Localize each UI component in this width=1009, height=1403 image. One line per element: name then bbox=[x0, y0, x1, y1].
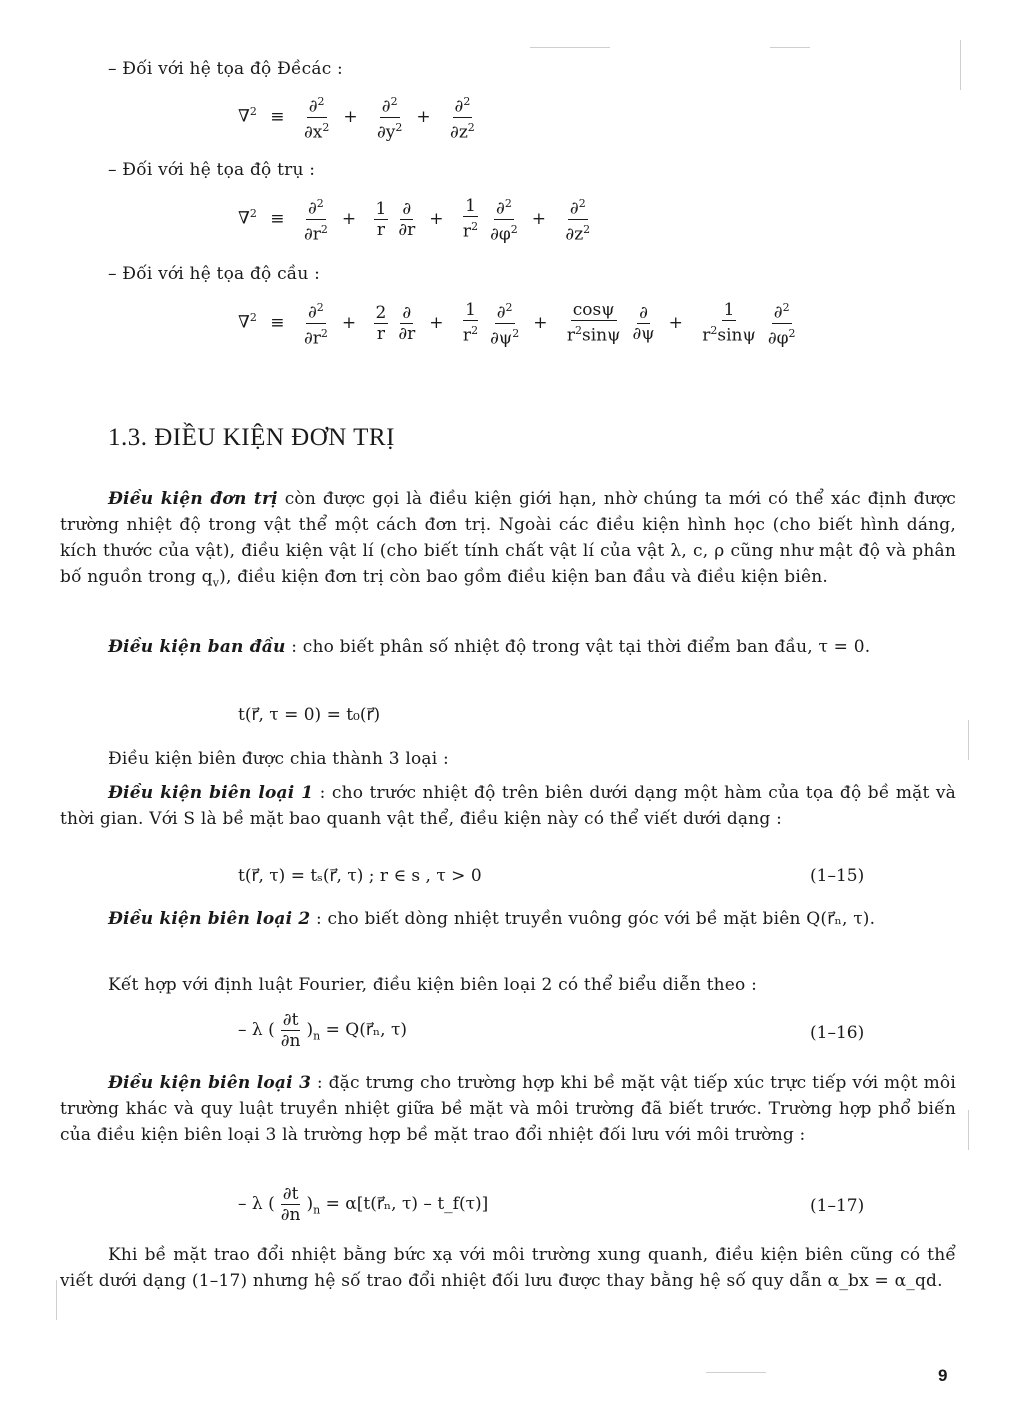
equation-1-17: – λ ( $\frac{\partial t}{\partial n}$ )$_n$ = α[t(r⃗ₙ, τ) – t_f(τ)] bbox=[238, 1184, 489, 1225]
paragraph-uniqueness-conditions: Điều kiện đơn trị còn được gọi là điều kiện giới hạn, nhờ chúng ta mới có thể xác định được trường nhiệt độ trong vật thể một cách đơn trị. Ngoài các điều kiện hình học (cho biết hình dáng, kích thước của vật), điều kiện vật lí (cho biết tính chất vật lí của vật λ, c, ρ cũng như mật độ và phân bố nguồn trong $q_v$), điều kiện đơn trị còn bao gồm điều kiện ban đầu và điều kiện biên. bbox=[60, 489, 957, 590]
term-boundary-type-3: Điều kiện biên loại 3 bbox=[108, 1073, 312, 1093]
equation-1-15: t(r⃗, τ) = tₛ(r⃗, τ) ; r ∈ s , τ > 0 bbox=[238, 866, 482, 886]
equation-number-1-16: (1–16) bbox=[810, 1023, 865, 1043]
equation-1-16: – λ ( $\frac{\partial t}{\partial n}$ )$_n$ = Q(r⃗ₙ, τ) bbox=[238, 1010, 408, 1051]
equation-number-1-15: (1–15) bbox=[810, 866, 865, 886]
term-boundary-type-1: Điều kiện biên loại 1 bbox=[108, 783, 314, 803]
cartesian-label: – Đối với hệ tọa độ Đềcác : bbox=[108, 59, 343, 79]
fourier-intro: Kết hợp với định luật Fourier, điều kiện biên loại 2 có thể biểu diễn theo : bbox=[108, 975, 758, 995]
term-initial-condition: Điều kiện ban đầu bbox=[108, 637, 286, 657]
paragraph-boundary-type-1: Điều kiện biên loại 1 : cho trước nhiệt độ trên biên dưới dạng một hàm của tọa độ bề mặt và thời gian. Với S là bề mặt bao quanh vật thể, điều kiện này có thể viết dưới dạng : bbox=[60, 783, 956, 829]
boundary-types-intro: Điều kiện biên được chia thành 3 loại : bbox=[108, 749, 449, 769]
scan-rule bbox=[960, 40, 961, 90]
paragraph-boundary-type-3: Điều kiện biên loại 3 : đặc trưng cho trường hợp khi bề mặt vật tiếp xúc trực tiếp với một môi trường khác và quy luật truyền nhiệt giữa bề mặt và môi trường đã biết trước. Trường hợp phổ biến của điều kiện biên loại 3 là trường hợp bề mặt trao đổi nhiệt đối lưu với môi trường : bbox=[60, 1073, 956, 1145]
paragraph-boundary-type-2: Điều kiện biên loại 2 : cho biết dòng nhiệt truyền vuông góc với bề mặt biên Q(r⃗ₙ, τ). bbox=[108, 909, 876, 929]
scan-rule bbox=[56, 1280, 57, 1320]
term-uniqueness-conditions: Điều kiện đơn trị bbox=[108, 489, 278, 509]
equation-number-1-17: (1–17) bbox=[810, 1196, 865, 1216]
cylindrical-label: – Đối với hệ tọa độ trụ : bbox=[108, 160, 316, 180]
scan-rule bbox=[968, 720, 969, 760]
term-boundary-type-2: Điều kiện biên loại 2 bbox=[108, 909, 311, 929]
initial-condition-equation: t(r⃗, τ = 0) = t₀(r⃗) bbox=[238, 705, 381, 725]
laplacian-cartesian-equation: ∇$^2$ ≡ $\frac{\partial^2}{\partial x^2}$ + $\frac{\partial^2}{\partial y^2}$ + $\frac{\partial^2}{\partial z^2}$ bbox=[238, 92, 481, 142]
laplacian-spherical-equation: ∇$^2$ ≡ $\frac{\partial^2}{\partial r^2}$ + $\frac{2}{r}$ $\frac{\partial}{\partial r}$ + $\frac{1}{r^2}$ $\frac{\partial^2}{\partial\psi^2}$ + $\frac{\cos\psi}{r^2\sin\psi}$ $\frac{\partial}{\partial\psi}$ + $\frac{1}{r^2\sin\psi}$ $\frac{\partial^2}{\partial\varphi^2}$ bbox=[238, 298, 802, 348]
spherical-label: – Đối với hệ tọa độ cầu : bbox=[108, 264, 321, 284]
paragraph-initial-condition: Điều kiện ban đầu : cho biết phân số nhiệt độ trong vật tại thời điểm ban đầu, τ = 0. bbox=[108, 637, 871, 657]
scan-rule bbox=[706, 1372, 766, 1373]
section-heading: 1.3. ĐIỀU KIỆN ĐƠN TRỊ bbox=[108, 424, 395, 451]
laplacian-cylindrical-equation: ∇$^2$ ≡ $\frac{\partial^2}{\partial r^2}$ + $\frac{1}{r}$ $\frac{\partial}{\partial r}$ + $\frac{1}{r^2}$ $\frac{\partial^2}{\partial\varphi^2}$ + $\frac{\partial^2}{\partial z^2}$ bbox=[238, 194, 596, 244]
scan-rule bbox=[530, 47, 610, 48]
scan-rule bbox=[770, 47, 810, 48]
page-number: 9 bbox=[938, 1366, 948, 1385]
scan-rule bbox=[968, 1110, 969, 1150]
paragraph-radiation: Khi bề mặt trao đổi nhiệt bằng bức xạ với môi trường xung quanh, điều kiện biên cũng có thể viết dưới dạng (1–17) nhưng hệ số trao đổi nhiệt đối lưu được thay bằng hệ số quy dẫn α_bx = α_qd. bbox=[60, 1245, 956, 1291]
